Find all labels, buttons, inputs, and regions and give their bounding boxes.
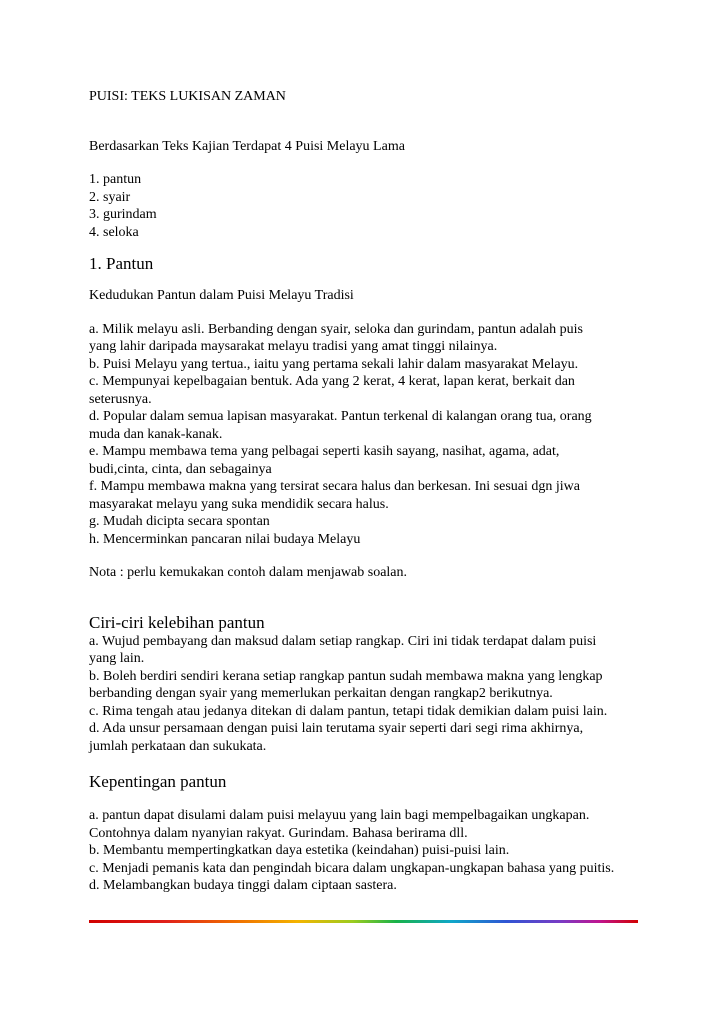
text-line: yang lain. [89,651,145,666]
text-line: d. Popular dalam semua lapisan masyarakat. Pantun terkenal di kalangan orang tua, orang [89,409,592,424]
spacer [89,155,649,171]
poetry-types-list [89,171,649,241]
text-line: e. Mampu membawa tema yang pelbagai seperti kasih sayang, nasihat, agama, adat, [89,444,560,459]
text-line: seterusnya. [89,391,152,407]
list-item: 1. pantun [89,172,142,187]
section-heading-pantun: 1. Pantun [89,254,154,273]
importance-list [89,807,649,895]
spacer [89,241,649,253]
text-line: d. Ada unsur persamaan dengan puisi lain terutama syair seperti dari segi rima akhirnya, [89,721,584,736]
text-line: c. Menjadi pemanis kata dan pengindah bicara dalam ungkapan-ungkapan bahasa yang puitis. [89,860,615,876]
section-subheading: Kedudukan Pantun dalam Puisi Melayu Tradisi [89,288,354,303]
section-heading-importance: Kepentingan pantun [89,772,227,791]
text-line: b. Puisi Melayu yang tertua., iaitu yang pertama sekali lahir dalam masyarakat Melayu. [89,356,579,372]
text-line: a. pantun dapat disulami dalam puisi melayuu yang lain bagi mempelbagaikan ungkapan. [89,808,590,823]
section-heading-advantages: Ciri-ciri kelebihan pantun [89,612,265,632]
text-line: a. Milik melayu asli. Berbanding dengan syair, seloka dan gurindam, pantun adalah puis [89,321,583,337]
text-line: yang lahir daripada maysarakat melayu tradisi yang amat tinggi nilainya. [89,339,498,354]
spacer [89,548,649,564]
text-line: muda dan kanak-kanak. [89,426,223,442]
text-line: berbanding dengan syair yang memerlukan perkaitan dengan rangkap2 berikutnya. [89,686,553,701]
note-text: Nota : perlu kemukakan contoh dalam menjawab soalan. [89,565,408,580]
text-line: g. Mudah dicipta secara spontan [89,514,270,529]
intro-text: Berdasarkan Teks Kajian Terdapat 4 Puisi Melayu Lama [89,138,405,154]
text-line: jumlah perkataan dan sukukata. [89,738,267,754]
text-line: f. Mampu membawa makna yang tersirat secara halus dan berkesan. Ini sesuai dgn jiwa [89,479,580,494]
spacer [89,582,649,612]
text-line: c. Mempunyai kepelbagaian bentuk. Ada yang 2 kerat, 4 kerat, lapan kerat, berkait dan [89,374,575,389]
spacer [89,755,649,771]
pantun-position-list [89,321,649,549]
spacer [89,106,649,138]
text-line: Contohnya dalam nyanyian rakyat. Gurindam. Bahasa berirama dll. [89,825,468,841]
rainbow-divider [89,920,638,923]
list-item: 2. syair [89,189,131,205]
text-line: h. Mencerminkan pancaran nilai budaya Melayu [89,531,361,547]
text-line: a. Wujud pembayang dan maksud dalam setiap rangkap. Ciri ini tidak terdapat dalam puisi [89,633,597,649]
document-title: PUISI: TEKS LUKISAN ZAMAN [89,89,286,104]
text-line: d. Melambangkan budaya tinggi dalam ciptaan sastera. [89,878,397,893]
document-page [89,88,649,895]
advantages-list [89,633,649,756]
text-line: b. Boleh berdiri sendiri kerana setiap rangkap pantun sudah membawa makna yang lengkap [89,668,603,684]
spacer [89,792,649,807]
text-line: b. Membantu mempertingkatkan daya estetika (keindahan) puisi-puisi lain. [89,843,510,858]
list-item: 3. gurindam [89,207,157,222]
spacer [89,274,649,287]
list-item: 4. seloka [89,224,139,240]
spacer [89,305,649,321]
text-line: masyarakat melayu yang suka mendidik secara halus. [89,496,389,512]
text-line: c. Rima tengah atau jedanya ditekan di dalam pantun, tetapi tidak demikian dalam puisi lain. [89,703,608,719]
text-line: budi,cinta, cinta, dan sebagainya [89,461,272,477]
